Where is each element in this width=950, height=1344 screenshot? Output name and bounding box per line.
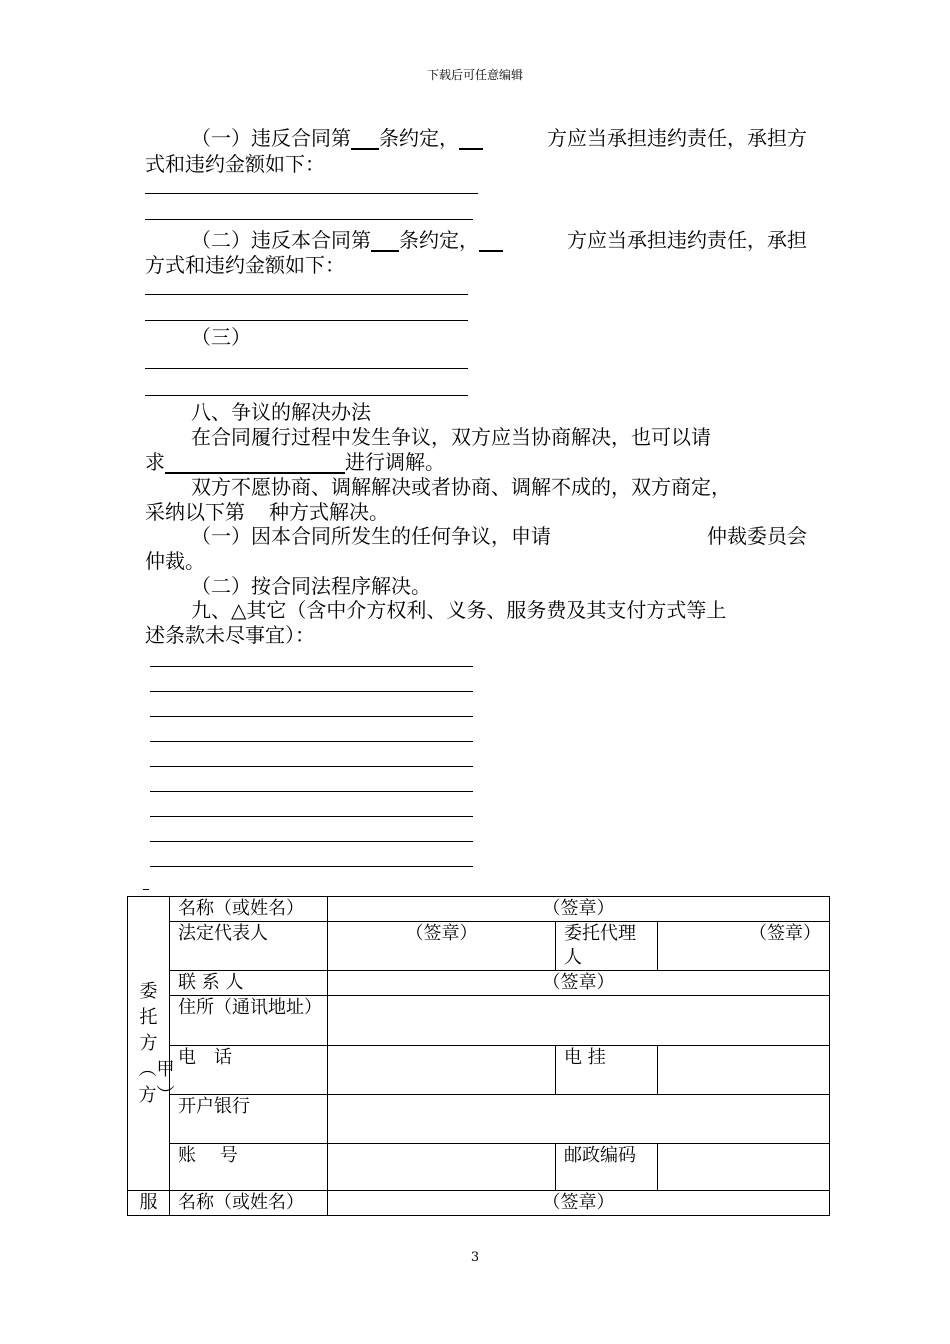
telex-value [658,1046,830,1095]
clause-text: 九、△其它（含中介方权利、义务、服务费及其支付方式等上 [191,598,727,622]
stray-mark [143,889,149,890]
clause-2-line2: 方式和违约金额如下： [145,253,345,277]
table-row [128,971,830,996]
clause-text: 条约定， [399,228,479,252]
section-8-option1-line2: 仲裁。 [145,549,205,573]
phone-label: 电 话 [170,1046,328,1095]
section-8-para1-line1 [145,425,807,449]
bank-label: 开户银行 [170,1095,328,1144]
contact-seal: （签章） [328,971,830,996]
table-row [128,996,830,1046]
section-8-title: 八、争议的解决办法 [191,400,371,424]
section-9-line2: 述条款未尽事宜）： [145,623,315,647]
section-8-para2-line1 [145,475,807,499]
clause-text: （一）违反合同第 [191,126,351,150]
table-row [128,1191,830,1216]
name-label: 名称（或姓名） [170,897,328,922]
telex-label: 电 挂 [556,1046,658,1095]
clause-1-line2: 式和违约金额如下： [145,152,325,176]
clause-text: 采纳以下第 [145,500,245,524]
party-a-label: 委托方︵甲方︶ [138,980,175,1106]
clause-text: 进行调解。 [345,450,445,474]
address-label: 住所（通讯地址） [170,996,328,1046]
table-row [128,1095,830,1144]
fill-line [150,666,473,667]
fill-blank [351,127,379,150]
clause-text: （二）违反本合同第 [191,228,371,252]
fill-line [150,716,473,717]
section-8-option2: （二）按合同法程序解决。 [191,574,431,598]
table-row [128,897,830,922]
clause-text: 方应当承担违约责任，承担 [567,228,807,252]
postcode-label: 邮政编码 [556,1144,658,1191]
bank-value [328,1095,830,1144]
section-8-option1-line1 [145,524,807,548]
clause-text: 仲裁委员会 [707,524,807,548]
fill-blank [371,229,399,252]
clause-3: （三） [191,325,251,349]
fill-line [145,368,468,369]
page-header: 下载后可任意编辑 [426,68,523,82]
legal-rep-label: 法定代表人 [170,922,328,971]
clause-text: 双方不愿协商、调解解决或者协商、调解不成的，双方商定， [191,475,731,499]
clause-text: （一）因本合同所发生的任何争议，申请 [191,524,551,548]
phone-value [328,1046,556,1095]
fill-blank [459,127,483,150]
contact-label: 联 系 人 [170,971,328,996]
party-info-table [127,896,830,1216]
table-row [128,922,830,971]
name-label-b: 名称（或姓名） [170,1191,328,1216]
account-label: 账 号 [170,1144,328,1191]
clause-text: 条约定， [379,126,459,150]
section-8-para2-line2 [145,500,807,524]
clause-text: 种方式解决。 [269,500,389,524]
fill-blank [479,229,503,252]
legal-rep-seal: （签章） [328,922,556,971]
party-a-label-cell [128,897,175,1191]
name-seal: （签章） [328,897,830,922]
fill-blank [165,451,345,474]
section-9-line1 [145,598,807,622]
fill-line [150,841,473,842]
fill-line [150,791,473,792]
table-row [128,1046,830,1095]
fill-line [145,395,468,396]
name-seal-b: （签章） [328,1191,830,1216]
fill-line [145,294,468,295]
address-value [328,996,830,1046]
account-value [328,1144,556,1191]
fill-line [145,219,473,220]
fill-line [145,193,478,194]
fill-line [150,741,473,742]
table-row [128,1144,830,1191]
postcode-value [658,1144,830,1191]
section-8-para1-line2 [145,450,807,474]
clause-text: 求 [145,450,165,474]
fill-line [145,320,468,321]
clause-text: 方应当承担违约责任，承担方 [547,126,807,150]
fill-line [150,816,473,817]
fill-line [150,691,473,692]
clause-1-line1 [145,126,807,150]
fill-line [150,866,473,867]
agent-label: 委托代理人 [556,922,658,971]
clause-text: 在合同履行过程中发生争议，双方应当协商解决，也可以请 [191,425,711,449]
agent-seal: （签章） [658,922,830,971]
fill-line [150,766,473,767]
party-b-label: 服 [128,1191,170,1216]
clause-2-line1 [145,228,807,252]
page-number: 3 [470,1250,480,1265]
